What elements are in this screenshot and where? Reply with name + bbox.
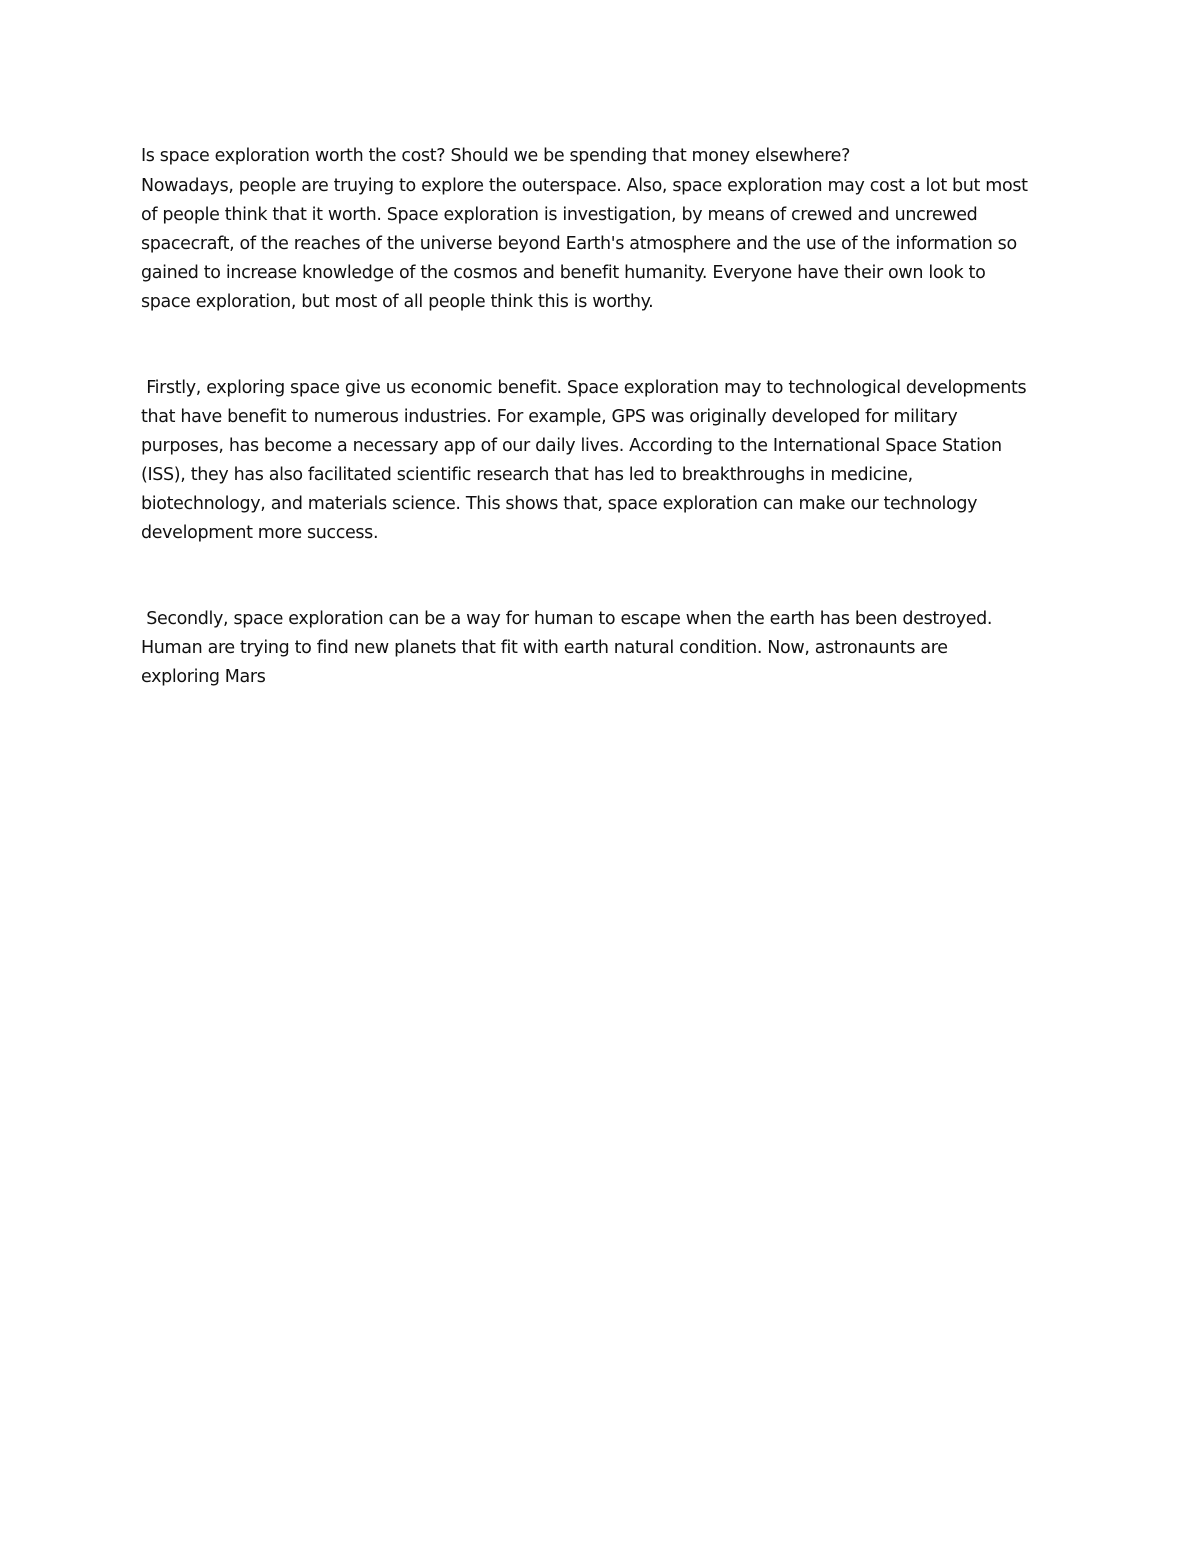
paragraph-1	[141, 172, 1071, 317]
paragraph-line: development more success.	[141, 523, 379, 543]
paragraph-line: spacecraft, of the reaches of the universe beyond Earth's atmosphere and the use of the information so	[141, 234, 1017, 254]
paragraph-line: Secondly, space exploration can be a way for human to escape when the earth has been destroyed.	[141, 609, 993, 629]
paragraph-line: purposes, has become a necessary app of our daily lives. According to the International Space Station	[141, 436, 1002, 456]
paragraph-line: gained to increase knowledge of the cosmos and benefit humanity. Everyone have their own look to	[141, 263, 986, 283]
paragraph-line: (ISS), they has also facilitated scientific research that has led to breakthroughs in medicine,	[141, 465, 913, 485]
document-body	[141, 142, 1071, 692]
paragraph-line: space exploration, but most of all people think this is worthy.	[141, 292, 654, 312]
paragraph-line: Human are trying to find new planets that fit with earth natural condition. Now, astronaunts are	[141, 638, 948, 658]
paragraph-line: Firstly, exploring space give us economic benefit. Space exploration may to technological developments	[141, 378, 1027, 398]
paragraph-line: that have benefit to numerous industries. For example, GPS was originally developed for military	[141, 407, 958, 427]
document-title: Is space exploration worth the cost? Should we be spending that money elsewhere?	[141, 146, 851, 166]
paragraph-3	[141, 605, 1071, 692]
paragraph-2	[141, 374, 1071, 548]
paragraph-line: of people think that it worth. Space exploration is investigation, by means of crewed and uncrewed	[141, 205, 978, 225]
paragraph-line: biotechnology, and materials science. This shows that, space exploration can make our technology	[141, 494, 978, 514]
paragraph-line: exploring Mars	[141, 667, 266, 687]
paragraph-line: Nowadays, people are truying to explore the outerspace. Also, space exploration may cost a lot but most	[141, 176, 1028, 196]
